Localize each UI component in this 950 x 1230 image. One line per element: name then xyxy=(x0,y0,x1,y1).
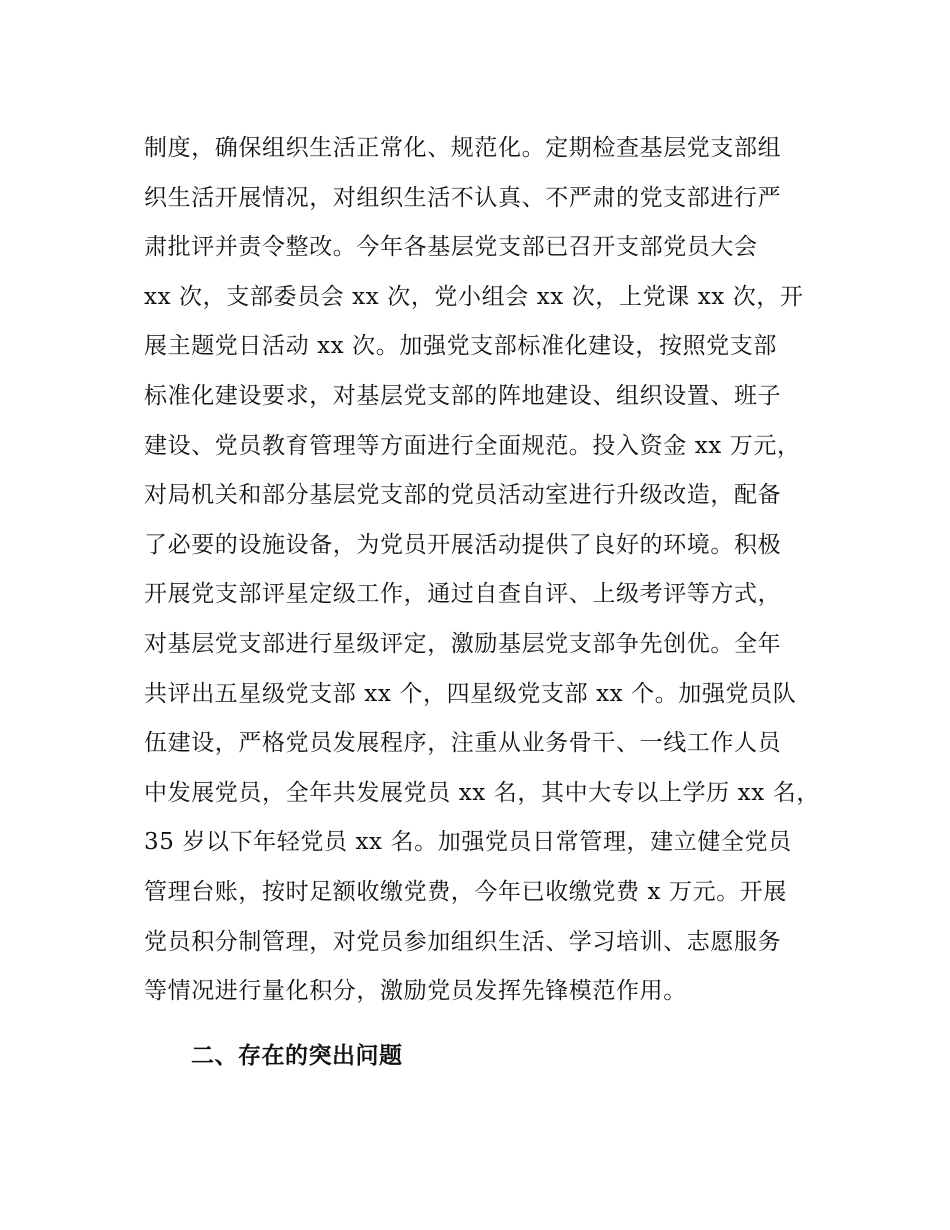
paragraph-line: 35 岁以下年轻党员 xx 名。加强党员日常管理，建立健全党员 xyxy=(144,829,792,856)
paragraph-line: 等情况进行量化积分，激励党员发挥先锋模范作用。 xyxy=(144,978,687,1005)
section-heading: 二、存在的突出问题 xyxy=(191,1043,403,1069)
paragraph-line: 管理台账，按时足额收缴党费，今年已收缴党费 x 万元。开展 xyxy=(144,878,787,905)
paragraph-line: 了必要的设施设备，为党员开展活动提供了良好的环境。积极 xyxy=(144,531,782,558)
paragraph-line: 标准化建设要求，对基层党支部的阵地建设、组织设置、班子 xyxy=(144,382,782,409)
paragraph-line: xx 次，支部委员会 xx 次，党小组会 xx 次，上党课 xx 次，开 xyxy=(144,283,804,310)
paragraph-line: 肃批评并责令整改。今年各基层党支部已召开支部党员大会 xyxy=(144,234,758,261)
paragraph-line: 建设、党员教育管理等方面进行全面规范。投入资金 xx 万元， xyxy=(144,432,801,459)
body-paragraph xyxy=(144,124,844,1017)
paragraph-line: 对基层党支部进行星级评定，激励基层党支部争先创优。全年 xyxy=(144,630,782,657)
paragraph-line: 制度，确保组织生活正常化、规范化。定期检查基层党支部组 xyxy=(144,135,782,161)
paragraph-line: 伍建设，严格党员发展程序，注重从业务骨干、一线工作人员 xyxy=(144,730,782,757)
paragraph-line: 共评出五星级党支部 xx 个，四星级党支部 xx 个。加强党员队 xyxy=(144,680,797,707)
paragraph-line: 党员积分制管理，对党员参加组织生活、学习培训、志愿服务 xyxy=(144,928,782,955)
paragraph-line: 中发展党员，全年共发展党员 xx 名，其中大专以上学历 xx 名， xyxy=(144,779,820,806)
paragraph-line: 开展党支部评星定级工作，通过自查自评、上级考评等方式， xyxy=(144,581,782,608)
paragraph-line: 织生活开展情况，对组织生活不认真、不严肃的党支部进行严 xyxy=(144,184,782,211)
paragraph-line: 对局机关和部分基层党支部的党员活动室进行升级改造，配备 xyxy=(144,482,782,509)
paragraph-line: 展主题党日活动 xx 次。加强党支部标准化建设，按照党支部 xyxy=(144,333,777,360)
